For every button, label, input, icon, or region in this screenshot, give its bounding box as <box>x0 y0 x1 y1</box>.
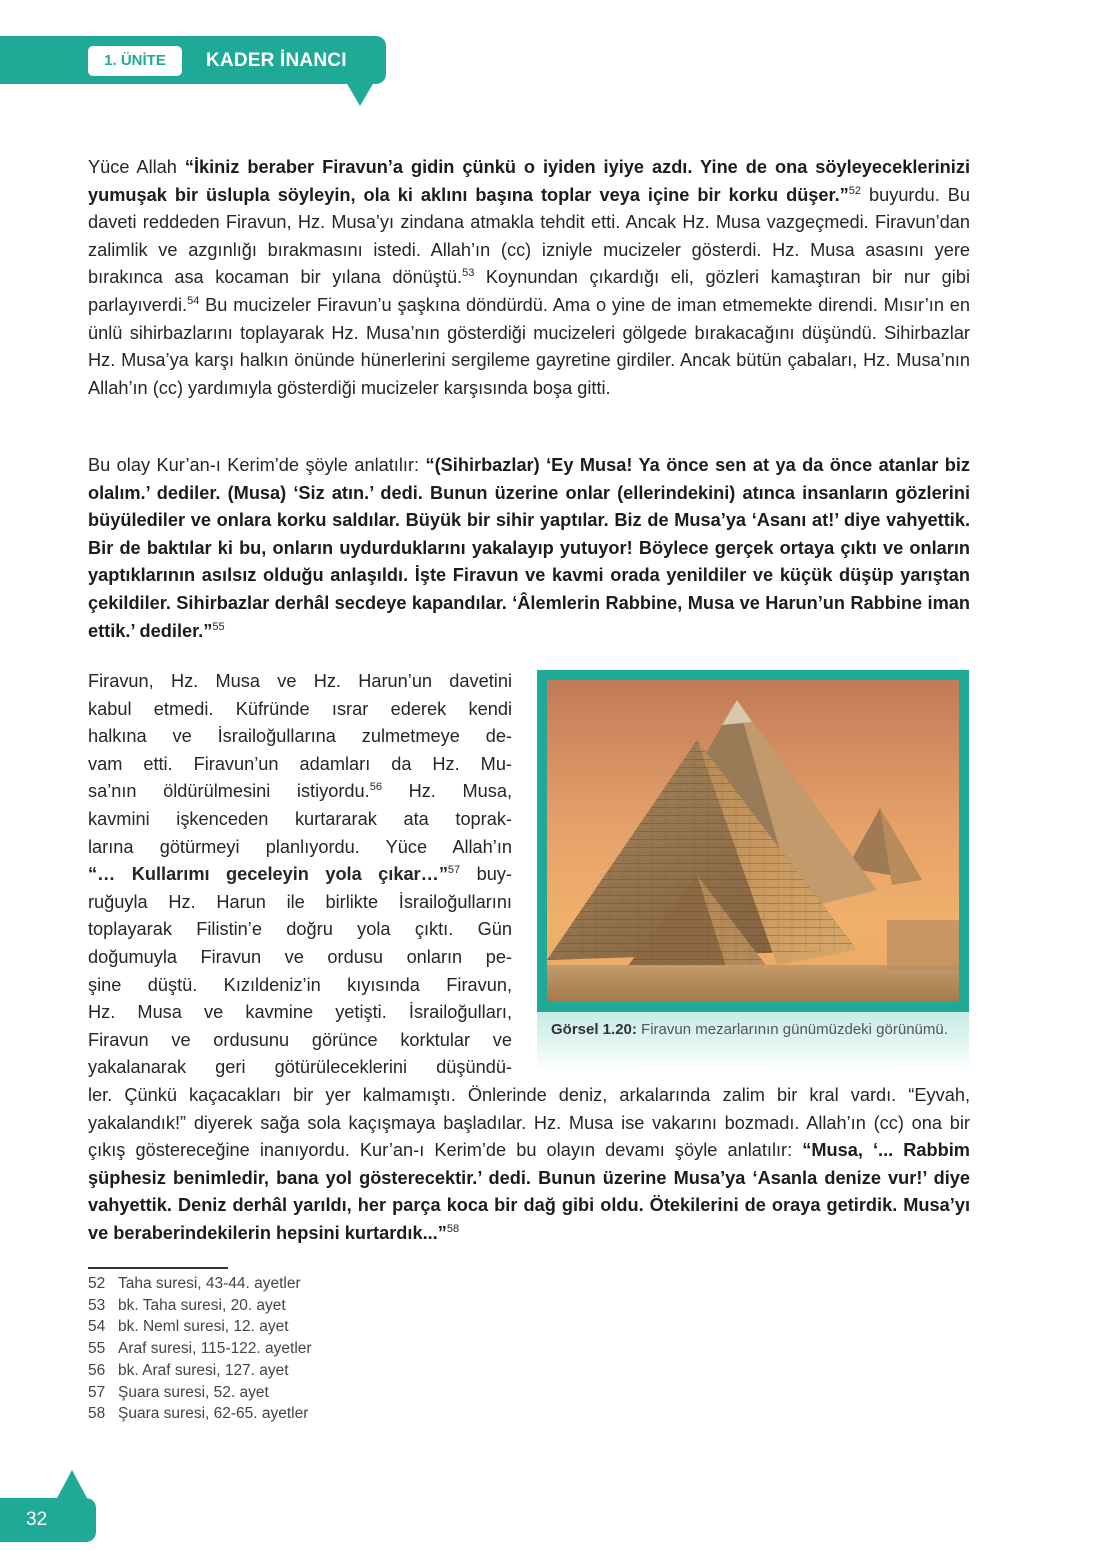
footnote-divider <box>88 1267 228 1269</box>
footnote-ref-54: 54 <box>187 294 200 307</box>
p1-text-2: buyurdu. Bu daveti reddeden Firavun, Hz. Musa’yı zindana atmakla tehdit etti. Ancak Hz. Musa vazgeçmedi. Firavun’dan zalimlik ve azgınlığı bırakmasını istedi. Allah’ın (cc) izniyle mucizeler gösterdi. Hz. Musa asasını yere bırakınca asa kocaman bir yılana dönüştü. <box>88 184 970 288</box>
footnote-number: 54 <box>88 1318 106 1336</box>
figure-caption-text: Firavun mezarlarının günümüzdeki görünümü. <box>636 1021 948 1038</box>
footnote-text: Taha suresi, 43-44. ayetler <box>118 1275 301 1292</box>
footnote-item <box>88 1360 312 1382</box>
p3-line-5b: Hz. Musa, <box>381 781 512 802</box>
footnote-number: 58 <box>88 1405 106 1423</box>
p1-quote: “İkiniz beraber Firavun’a gidin çünkü o iyiden iyiye azdı. Yine de ona söyleyeceklerinizi yumuşak bir üslupla söyleyin, ola ki aklını başına toplar veya içine bir korku düşer.” <box>88 157 970 205</box>
p4-text-1: ler. Çünkü kaçacakları bir yer kalmamıştı. Önlerinde deniz, arkalarında zalim bir kral vardı. “Eyvah, yakalandık!” diyerek sağa sola kaçışmaya başladılar. Hz. Musa ise vakarını bozmadı. Allah’ın (cc) ona bir çıkış göstereceğine inanıyordu. Kur’an-ı Kerim’de bu olayın devamı şöyle anlatılır: <box>88 1085 970 1161</box>
footnote-ref-56: 56 <box>369 781 382 794</box>
footnote-item <box>88 1403 312 1425</box>
paragraph-3 <box>88 668 512 1082</box>
footnote-text: bk. Araf suresi, 127. ayet <box>118 1361 289 1379</box>
p2-text-1: Bu olay Kur’an-ı Kerim’de şöyle anlatılır: <box>88 455 426 475</box>
figure-label: Görsel 1.20: <box>551 1021 637 1038</box>
footnote-item <box>88 1273 312 1295</box>
page-tab-pointer <box>56 1470 88 1500</box>
p3-line-5a: sa’nın öldürülmesini istiyordu. <box>88 781 370 802</box>
figure-caption <box>537 1012 969 1070</box>
p4-quote: “Musa, ‘... Rabbim şüphesiz benimledir, bana yol gösterecektir.’ dedi. Bunun üzerine Musa’ya ‘Asanla denize vur!’ diye vahyettik. Deniz derhâl yarıldı, her parça koca bir dağ gibi oldu. Ötekilerini de oraya getirdik. Musa’yı ve beraberindekilerin hepsini kurtardık...” <box>88 1140 970 1243</box>
unit-title: KADER İNANCI <box>206 50 347 71</box>
footnote-number: 52 <box>88 1275 106 1292</box>
p3-line <box>88 861 512 889</box>
p3-line-8t: buy- <box>460 864 512 885</box>
footnote-text: Şuara suresi, 52. ayet <box>118 1383 269 1401</box>
footnotes-list <box>88 1273 312 1425</box>
footnote-ref-52: 52 <box>848 184 862 197</box>
p3-line: doğumuyla Firavun ve ordusu onların pe- <box>88 946 512 967</box>
footnote-item <box>88 1316 312 1338</box>
figure-frame <box>537 670 969 1012</box>
pyramids-photo <box>547 680 959 1002</box>
page-number-tab <box>0 1498 96 1542</box>
footnote-number: 55 <box>88 1340 106 1358</box>
p3-line: Hz. Musa ve kavmine yetişti. İsrailoğulları, <box>88 1002 512 1023</box>
p3-line: kabul etmedi. Küfründe ısrar ederek kendi <box>88 698 512 719</box>
p3-line <box>88 778 512 806</box>
page-number: 32 <box>26 1509 48 1530</box>
p3-line: kavmini işkenceden kurtararak ata toprak- <box>88 808 512 829</box>
p3-quote: “… Kullarımı geceleyin yola çıkar…” <box>88 864 448 885</box>
p2-quote: “(Sihirbazlar) ‘Ey Musa! Ya önce sen at ya da önce atanlar biz olalım.’ dediler. (Musa) ‘Siz atın.’ dedi. Bunun üzerine onlar (ellerindekini) atınca insanların gözlerini büyülediler ve onlara korku saldılar. Büyük bir sihir yaptılar. Biz de Musa’ya ‘Asanı at!’ diye vahyettik. Bir de baktılar ki bu, onların uydurduklarını yakalayıp yutuyor! Böylece gerçek ortaya çıktı ve onların yaptıklarının asılsız olduğu anlaşıldı. İşte Firavun ve kavmi orada yenildiler ve küçük düşüp yarıştan çekildiler. Sihirbazlar derhâl secdeye kapandılar. ‘Âlemlerin Rabbine, Musa ve Harun’un Rabbine iman ettik.’ dediler.” <box>88 455 970 641</box>
footnote-number: 57 <box>88 1383 106 1401</box>
footnote-ref-57: 57 <box>447 864 461 877</box>
p3-line: Firavun ve ordusunu görünce korktular ve <box>88 1029 512 1050</box>
footnote-text: Araf suresi, 115-122. ayetler <box>118 1340 312 1358</box>
paragraph-4 <box>88 1082 970 1248</box>
p3-line: Firavun, Hz. Musa ve Hz. Harun’un davetini <box>88 671 512 691</box>
p3-line: şine düştü. Kızıldeniz’in kıyısında Firavun, <box>88 974 512 995</box>
paragraph-2 <box>88 452 970 645</box>
footnote-text: bk. Taha suresi, 20. ayet <box>118 1296 286 1314</box>
footnote-item <box>88 1382 312 1404</box>
p3-line: ruğuyla Hz. Harun ile birlikte İsrailoğullarını <box>88 891 512 912</box>
footnote-ref-58: 58 <box>446 1222 460 1235</box>
p3-line: halkına ve İsrailoğullarına zulmetmeye de- <box>88 726 512 747</box>
p1-text-3: Koynundan çıkardığı eli, gözleri kamaştıran bir nur gibi parlayıverdi. <box>88 267 970 315</box>
p3-line: larına götürmeyi planlıyordu. Yüce Allah’ın <box>88 836 512 857</box>
paragraph-1 <box>88 154 970 402</box>
p3-line: toplayarak Filistin’e doğru yola çıktı. Gün <box>88 919 512 940</box>
footnote-item <box>88 1295 312 1317</box>
footnote-ref-53: 53 <box>462 267 475 280</box>
footnote-text: bk. Neml suresi, 12. ayet <box>118 1318 289 1336</box>
p1-text-1: Yüce Allah <box>88 157 185 177</box>
footnote-number: 56 <box>88 1361 106 1379</box>
footnote-ref-55: 55 <box>212 620 225 633</box>
p3-line: yakalanarak geri götürüleceklerini düşündü- <box>88 1057 512 1078</box>
p3-line: vam etti. Firavun’un adamları da Hz. Mu- <box>88 753 512 774</box>
footnote-item <box>88 1338 312 1360</box>
header-pointer-shape <box>346 82 374 106</box>
unit-badge: 1. ÜNİTE <box>88 46 182 76</box>
footnote-number: 53 <box>88 1296 106 1314</box>
footnote-text: Şuara suresi, 62-65. ayetler <box>118 1405 309 1423</box>
p1-text-4: Bu mucizeler Firavun’u şaşkına döndürdü. Ama o yine de iman etmemekte direndi. Mısır’ın en ünlü sihirbazlarını toplayarak Hz. Musa’nın gösterdiği mucizeleri gölgede bırakacağını düşündü. Sihirbazlar Hz. Musa’ya karşı halkın önünde hünerlerini sergileme gayretine girdiler. Ancak bütün çabaları, Hz. Musa’nın Allah’ın (cc) yardımıyla gösterdiği mucizeler karşısında boşa gitti. <box>88 294 970 398</box>
